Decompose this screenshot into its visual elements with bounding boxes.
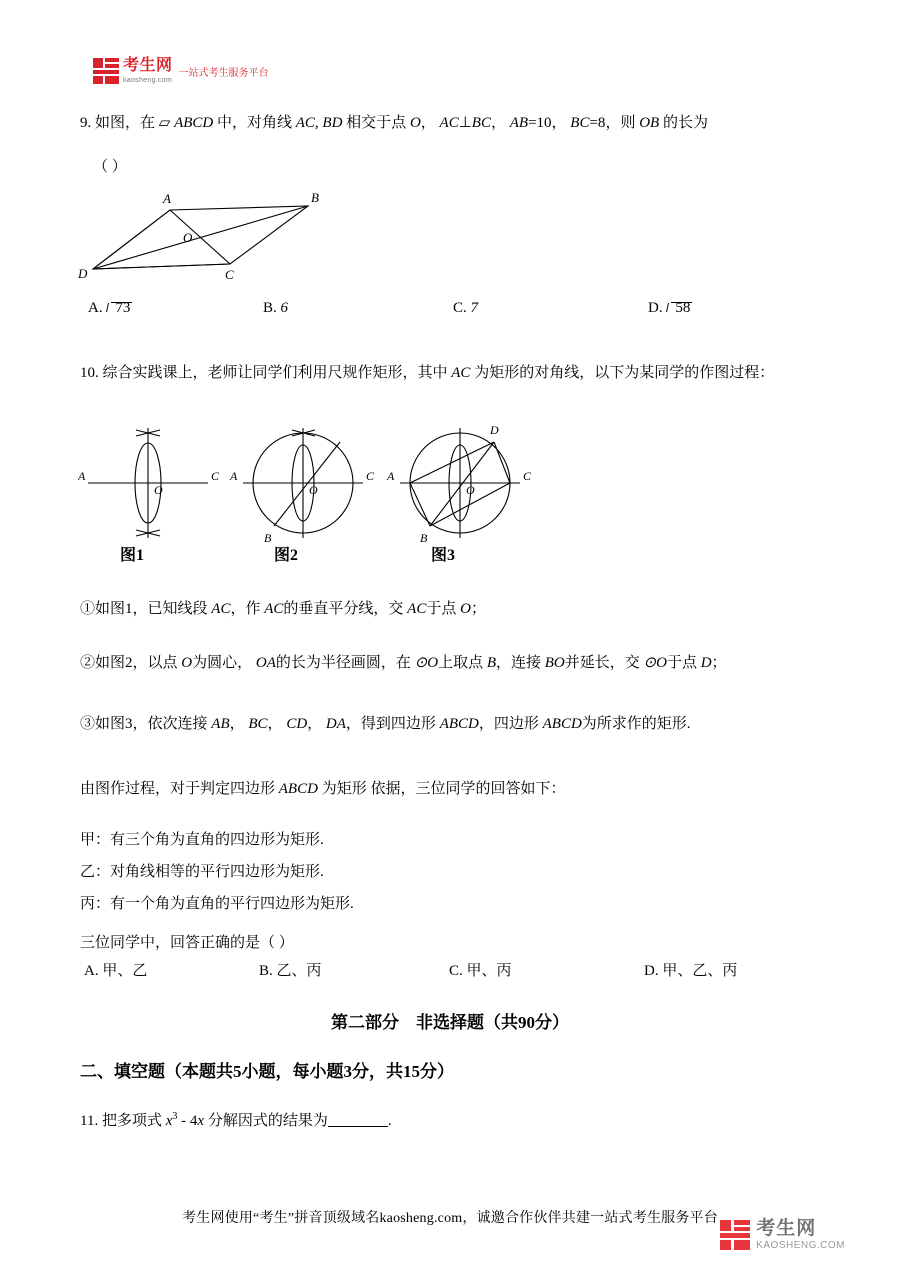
q10-conc-m1: ABCD	[278, 781, 318, 797]
q10-step2-m7: D	[700, 655, 712, 671]
q10-step-2	[80, 648, 880, 678]
q10-student-1: 甲：有三个角为直角的四边形为矩形.	[80, 832, 324, 848]
q10-step1-m4: O	[460, 601, 471, 617]
footer-logo-domain: KAOSHENG.COM	[756, 1239, 845, 1251]
q9-t3: 中，对角线	[216, 115, 292, 131]
q10-step1-t3: 的垂直平分线，交	[283, 601, 404, 617]
svg-text:图3: 图3	[431, 547, 456, 564]
q10-step3-m3: CD	[286, 716, 308, 732]
q11-expr-var: x	[197, 1113, 205, 1129]
q9-ac2: AC	[439, 115, 459, 131]
q10-conclusion	[80, 774, 880, 804]
svg-text:D: D	[490, 423, 499, 437]
q9-bc-val: =8	[589, 115, 606, 131]
footer-note: 考生网使用“考生”拼音顶级域名kaosheng.com，诚邀合作伙伴共建一站式考生服务平台	[182, 1211, 718, 1226]
q10-option-a[interactable]	[84, 959, 259, 980]
q10-option-d[interactable]	[644, 959, 737, 980]
q10-step3-m4: DA	[325, 716, 346, 732]
q10-step1-t1: 如图1，已知线段	[95, 601, 208, 617]
q10-stem-2: 为矩形的对角线，以下为某同学的作图过程：	[474, 365, 775, 381]
q10-step-3	[80, 709, 880, 739]
svg-text:图2: 图2	[274, 547, 299, 564]
q10-step-1	[80, 594, 880, 624]
q9-option-a[interactable]	[88, 300, 263, 317]
q9-t19: ，则	[605, 115, 636, 131]
q9-opt-b-tag: B.	[263, 300, 277, 316]
q10-step2-marker: ②	[80, 655, 96, 671]
q9-number: 9.	[80, 115, 92, 131]
q10-step3-m6: ABCD	[542, 716, 582, 732]
q9-options	[88, 300, 818, 317]
svg-text:O: O	[183, 230, 193, 245]
q10-opt-a-tag: A.	[84, 963, 99, 979]
q9-comma1: ,	[314, 115, 319, 131]
q11-t1: 把多项式	[101, 1113, 162, 1129]
q10-step2-t7: 于点	[666, 655, 697, 671]
q10-step2-t2: 为圆心，	[192, 655, 253, 671]
svg-text:A: A	[387, 469, 395, 483]
question-11	[80, 1102, 880, 1136]
logo-text	[123, 58, 173, 84]
part2-title-3: 分）	[535, 1013, 569, 1032]
site-logo	[93, 58, 269, 84]
fill-head-n: 5	[233, 1062, 242, 1081]
part2-heading	[0, 1008, 900, 1033]
svg-text:C: C	[523, 469, 532, 483]
q10-step3-t7: 为所求作的矩形.	[581, 716, 691, 732]
q10-step2-t8: ；	[711, 655, 727, 671]
fill-head-2: 小题，每小题	[241, 1062, 344, 1081]
q10-step1-t5: ；	[470, 601, 486, 617]
q10-step3-t2: ，	[229, 716, 245, 732]
fill-head-s: 3	[343, 1062, 352, 1081]
q10-step2-t3: 的长为半径画圆，在	[275, 655, 411, 671]
q9-option-c[interactable]	[453, 300, 648, 317]
q9-t21: 的长为	[662, 115, 708, 131]
svg-text:O: O	[309, 483, 318, 497]
fill-head-total: 15	[403, 1062, 420, 1081]
svg-text:图1: 图1	[120, 547, 145, 564]
q10-conc-t2: 为矩形 依据，三位同学的回答如下：	[321, 781, 566, 797]
q9-opt-c-tag: C.	[453, 300, 467, 316]
part2-score: 90	[518, 1013, 535, 1032]
q10-step3-m2: BC	[248, 716, 268, 732]
q9-t7: 相交于点	[346, 115, 407, 131]
footer-logo	[720, 1219, 845, 1251]
q10-step1-m1: AC	[211, 601, 231, 617]
q10-step2-m5: BO	[544, 655, 565, 671]
q10-figures	[78, 416, 548, 566]
q9-ab-val: =10	[528, 115, 552, 131]
q10-step2-t6: 并延长，交	[564, 655, 640, 671]
part2-title-2: 非选择题（共	[416, 1013, 518, 1032]
q9-bc2: BC	[570, 115, 590, 131]
q10-option-b[interactable]	[259, 959, 449, 980]
svg-text:D: D	[78, 266, 88, 281]
q9-comma4: ，	[551, 115, 567, 131]
q9-opt-a-value: 73	[106, 300, 130, 317]
footer-logo-text	[756, 1219, 845, 1251]
q10-opt-c-tag: C.	[449, 963, 463, 979]
q9-ob: OB	[639, 115, 660, 131]
svg-text:O: O	[154, 483, 163, 497]
q10-step2-m3: ⊙O	[414, 655, 439, 671]
q9-option-d[interactable]	[648, 300, 690, 317]
q11-t3: .	[387, 1113, 392, 1129]
q9-option-b[interactable]	[263, 300, 453, 317]
q11-t2: 分解因式的结果为	[207, 1113, 328, 1129]
q10-step3-t1: 如图3，依次连接	[95, 716, 208, 732]
fill-section-heading	[80, 1057, 454, 1082]
q11-answer-blank[interactable]	[328, 1112, 388, 1127]
footer-logo-mark-icon	[720, 1220, 750, 1250]
logo-domain: kaosheng.com	[123, 77, 173, 84]
svg-text:A: A	[163, 191, 171, 206]
q10-step3-m5: ABCD	[439, 716, 479, 732]
q10-opt-d-tag: D.	[644, 963, 659, 979]
q10-step1-t2: ，作	[230, 601, 261, 617]
logo-mark-icon	[93, 58, 119, 84]
q10-step2-t1: 如图2，以点	[95, 655, 178, 671]
q10-student-3: 丙：有一个角为直角的平行四边形为矩形.	[80, 896, 354, 912]
svg-text:B: B	[420, 531, 428, 545]
q9-comma2: ，	[420, 115, 436, 131]
fill-head-3: 分，共	[352, 1062, 403, 1081]
fill-head-4: 分）	[420, 1062, 454, 1081]
q10-student-2: 乙：对角线相等的平行四边形为矩形.	[80, 864, 324, 880]
q10-opt-a-label: 甲、乙	[102, 963, 148, 979]
q11-number: 11.	[80, 1113, 99, 1129]
svg-text:A: A	[230, 469, 238, 483]
svg-text:C: C	[225, 267, 234, 281]
q10-opt-b-label: 乙、丙	[276, 963, 322, 979]
svg-text:O: O	[466, 483, 475, 497]
q10-step2-m2: OA	[255, 655, 276, 671]
logo-name: 考生网	[123, 57, 173, 74]
q10-step3-t3: ，	[267, 716, 283, 732]
q11-expr-base: x	[165, 1113, 173, 1129]
q10-option-c[interactable]	[449, 959, 644, 980]
logo-tagline: 一站式考生服务平台	[178, 68, 269, 79]
q9-bc: BC	[471, 115, 491, 131]
q10-step3-t4: ，	[307, 716, 323, 732]
svg-text:B: B	[311, 190, 319, 205]
q9-answer-bracket: （ ）	[93, 159, 127, 175]
q9-opt-b-value: 6	[280, 300, 289, 316]
q10-step3-t5: ，得到四边形	[345, 716, 436, 732]
q10-stem-1: 综合实践课上，老师让同学们利用尺规作矩形，其中	[102, 365, 448, 381]
q10-opt-b-tag: B.	[259, 963, 273, 979]
q10-opt-d-label: 甲、乙、丙	[662, 963, 738, 979]
q9-ab: AB	[509, 115, 529, 131]
q10-ask: 三位同学中，回答正确的是（ ）	[80, 935, 294, 951]
q9-opt-c-value: 7	[470, 300, 479, 316]
q10-options	[84, 959, 814, 980]
q10-step2-m6: ⊙O	[643, 655, 667, 671]
q9-o: O	[409, 115, 421, 131]
parallelogram-icon: ▱	[158, 113, 171, 131]
q10-step3-marker: ③	[80, 716, 96, 732]
svg-text:A: A	[78, 469, 86, 483]
q11-expr-rest: - 4	[177, 1113, 198, 1129]
q10-conc-t1: 由图作过程，对于判定四边形	[80, 781, 276, 797]
q10-step1-marker: ①	[80, 601, 96, 617]
q10-step2-m1: O	[181, 655, 193, 671]
fill-head-1: 二、填空题（本题共	[80, 1062, 233, 1081]
q10-step1-t4: 于点	[426, 601, 457, 617]
q10-number: 10.	[80, 365, 99, 381]
q10-step1-m2: AC	[264, 601, 284, 617]
q9-bd: BD	[322, 115, 343, 131]
q9-opt-a-tag: A.	[88, 300, 103, 316]
q10-step1-m3: AC	[407, 601, 427, 617]
q10-ac: AC	[451, 365, 471, 381]
question-10-stem	[80, 358, 880, 388]
svg-text:C: C	[366, 469, 375, 483]
q10-step2-t4: 上取点	[438, 655, 484, 671]
question-9-stem	[80, 107, 880, 138]
q10-step3-m1: AB	[211, 716, 230, 732]
q9-t1: 如图，在	[95, 115, 156, 131]
part2-title-1: 第二部分	[331, 1013, 399, 1032]
q9-comma3: ，	[490, 115, 506, 131]
q9-ac: AC	[295, 115, 315, 131]
svg-text:B: B	[264, 531, 272, 545]
q10-opt-c-label: 甲、丙	[466, 963, 512, 979]
q10-step2-m4: B	[486, 655, 496, 671]
footer-logo-name: 考生网	[756, 1217, 817, 1239]
q9-abcd: ABCD	[174, 115, 214, 131]
q9-opt-d-tag: D.	[648, 300, 663, 316]
q9-opt-d-value: 58	[666, 300, 690, 317]
q11-expr-exp: 3	[172, 1111, 178, 1122]
q9-figure	[75, 186, 335, 281]
svg-text:C: C	[211, 469, 220, 483]
q10-step3-t6: ，四边形	[478, 716, 539, 732]
q10-step2-t5: ，连接	[496, 655, 542, 671]
perpendicular-icon: ⊥	[458, 115, 472, 131]
